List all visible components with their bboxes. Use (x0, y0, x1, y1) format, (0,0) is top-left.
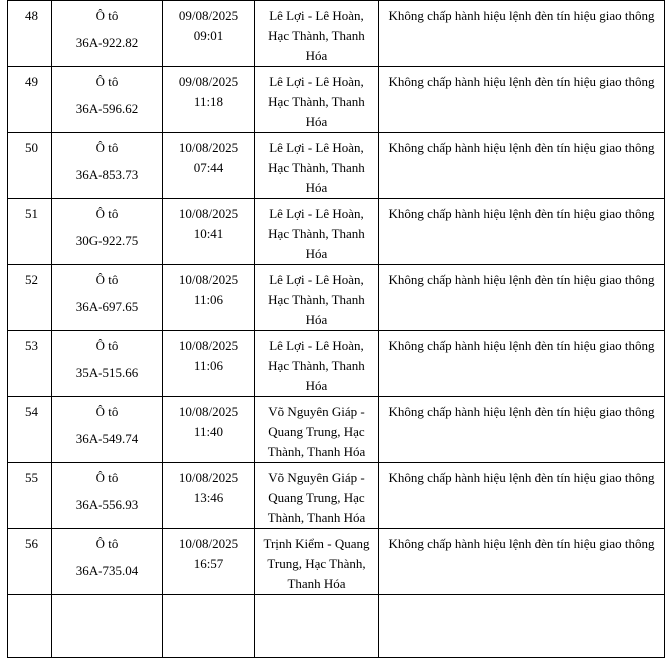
violation-location: Lê Lợi - Lê Hoàn, Hạc Thành, Thanh Hóa (268, 8, 365, 63)
location-cell (255, 529, 379, 595)
table-row (8, 199, 665, 265)
row-number: 52 (25, 272, 38, 287)
table-body (8, 1, 665, 658)
license-plate: 36A-922.82 (75, 35, 139, 50)
violation-time: 11:18 (193, 94, 224, 109)
row-number: 53 (25, 338, 38, 353)
violation-description: Không chấp hành hiệu lệnh đèn tín hiệu giao thông (388, 206, 655, 221)
violation-time: 16:57 (193, 556, 224, 571)
violation-description: Không chấp hành hiệu lệnh đèn tín hiệu giao thông (388, 536, 655, 551)
violation-time: 11:40 (193, 424, 224, 439)
vehicle-cell (52, 463, 163, 529)
row-number: 50 (25, 140, 38, 155)
violation-cell (379, 463, 665, 529)
violation-time: 09:01 (193, 28, 224, 43)
violation-description: Không chấp hành hiệu lệnh đèn tín hiệu giao thông (388, 272, 655, 287)
violation-date: 10/08/2025 (178, 206, 239, 221)
violation-date: 10/08/2025 (178, 140, 239, 155)
location-cell (255, 397, 379, 463)
violation-location: Lê Lợi - Lê Hoàn, Hạc Thành, Thanh Hóa (268, 74, 365, 129)
violation-description: Không chấp hành hiệu lệnh đèn tín hiệu giao thông (388, 338, 655, 353)
vehicle-type: Ô tô (95, 74, 119, 89)
stt-cell (8, 67, 52, 133)
time-cell (163, 67, 255, 133)
vehicle-cell (52, 397, 163, 463)
time-cell (163, 331, 255, 397)
license-plate: 36A-853.73 (75, 167, 139, 182)
violation-cell (379, 529, 665, 595)
violation-time: 10:41 (193, 226, 224, 241)
vehicle-cell (52, 133, 163, 199)
license-plate: 35A-515.66 (75, 365, 139, 380)
license-plate: 36A-556.93 (75, 497, 139, 512)
location-cell (255, 265, 379, 331)
violation-location: Lê Lợi - Lê Hoàn, Hạc Thành, Thanh Hóa (268, 338, 365, 393)
vehicle-type: Ô tô (95, 272, 119, 287)
stt-cell (8, 397, 52, 463)
time-cell (163, 463, 255, 529)
stt-cell (8, 199, 52, 265)
time-cell (163, 529, 255, 595)
location-cell (255, 1, 379, 67)
table-row-partial (8, 595, 665, 658)
violation-time: 11:06 (193, 292, 224, 307)
stt-cell (8, 1, 52, 67)
violation-cell (379, 397, 665, 463)
license-plate: 36A-735.04 (75, 563, 139, 578)
location-cell (255, 133, 379, 199)
vehicle-cell (52, 265, 163, 331)
violation-date: 09/08/2025 (178, 74, 239, 89)
violation-location: Võ Nguyên Giáp - Quang Trung, Hạc Thành, Thanh Hóa (267, 404, 366, 459)
violation-date: 09/08/2025 (178, 8, 239, 23)
time-cell (163, 265, 255, 331)
time-cell (163, 199, 255, 265)
location-cell (255, 199, 379, 265)
row-number: 49 (25, 74, 38, 89)
row-number: 48 (25, 8, 38, 23)
violation-location: Võ Nguyên Giáp - Quang Trung, Hạc Thành, Thanh Hóa (267, 470, 366, 525)
vehicle-type: Ô tô (95, 404, 119, 419)
license-plate: 36A-549.74 (75, 431, 139, 446)
table-row (8, 331, 665, 397)
violation-cell (379, 133, 665, 199)
violation-cell (379, 199, 665, 265)
vehicle-type: Ô tô (95, 470, 119, 485)
row-number: 56 (25, 536, 38, 551)
table-row (8, 463, 665, 529)
vehicle-cell (52, 529, 163, 595)
time-cell (163, 133, 255, 199)
violation-date: 10/08/2025 (178, 404, 239, 419)
violation-date: 10/08/2025 (178, 272, 239, 287)
vehicle-type: Ô tô (95, 206, 119, 221)
stt-cell (8, 331, 52, 397)
row-number: 54 (25, 404, 38, 419)
vehicle-cell (52, 67, 163, 133)
table-row (8, 397, 665, 463)
stt-cell (8, 529, 52, 595)
stt-cell (8, 133, 52, 199)
license-plate: 36A-596.62 (75, 101, 139, 116)
violation-time: 11:06 (193, 358, 224, 373)
violation-description: Không chấp hành hiệu lệnh đèn tín hiệu giao thông (388, 8, 655, 23)
table-row (8, 265, 665, 331)
violation-date: 10/08/2025 (178, 470, 239, 485)
violation-description: Không chấp hành hiệu lệnh đèn tín hiệu giao thông (388, 74, 655, 89)
violation-description: Không chấp hành hiệu lệnh đèn tín hiệu giao thông (388, 470, 655, 485)
violation-date: 10/08/2025 (178, 536, 239, 551)
vehicle-type: Ô tô (95, 8, 119, 23)
location-cell (255, 463, 379, 529)
violations-table (7, 0, 665, 658)
license-plate: 30G-922.75 (75, 233, 139, 248)
stt-cell (8, 265, 52, 331)
time-cell (163, 1, 255, 67)
table-row (8, 529, 665, 595)
violation-location: Trịnh Kiểm - Quang Trung, Hạc Thành, Thanh Hóa (263, 536, 370, 591)
violation-description: Không chấp hành hiệu lệnh đèn tín hiệu giao thông (388, 404, 655, 419)
violation-cell (379, 67, 665, 133)
table-row (8, 1, 665, 67)
violation-description: Không chấp hành hiệu lệnh đèn tín hiệu giao thông (388, 140, 655, 155)
row-number: 55 (25, 470, 38, 485)
violation-date: 10/08/2025 (178, 338, 239, 353)
violation-location: Lê Lợi - Lê Hoàn, Hạc Thành, Thanh Hóa (268, 206, 365, 261)
violation-location: Lê Lợi - Lê Hoàn, Hạc Thành, Thanh Hóa (268, 140, 365, 195)
location-cell (255, 331, 379, 397)
vehicle-type: Ô tô (95, 140, 119, 155)
row-number: 51 (25, 206, 38, 221)
location-cell (255, 67, 379, 133)
violation-cell (379, 265, 665, 331)
time-cell (163, 397, 255, 463)
vehicle-cell (52, 1, 163, 67)
stt-cell (8, 463, 52, 529)
vehicle-cell (52, 331, 163, 397)
table-row (8, 133, 665, 199)
violation-location: Lê Lợi - Lê Hoàn, Hạc Thành, Thanh Hóa (268, 272, 365, 327)
vehicle-type: Ô tô (95, 338, 119, 353)
violation-cell (379, 331, 665, 397)
violation-time: 07:44 (193, 160, 224, 175)
violation-cell (379, 1, 665, 67)
violation-time: 13:46 (193, 490, 224, 505)
vehicle-cell (52, 199, 163, 265)
table-row (8, 67, 665, 133)
license-plate: 36A-697.65 (75, 299, 139, 314)
vehicle-type: Ô tô (95, 536, 119, 551)
